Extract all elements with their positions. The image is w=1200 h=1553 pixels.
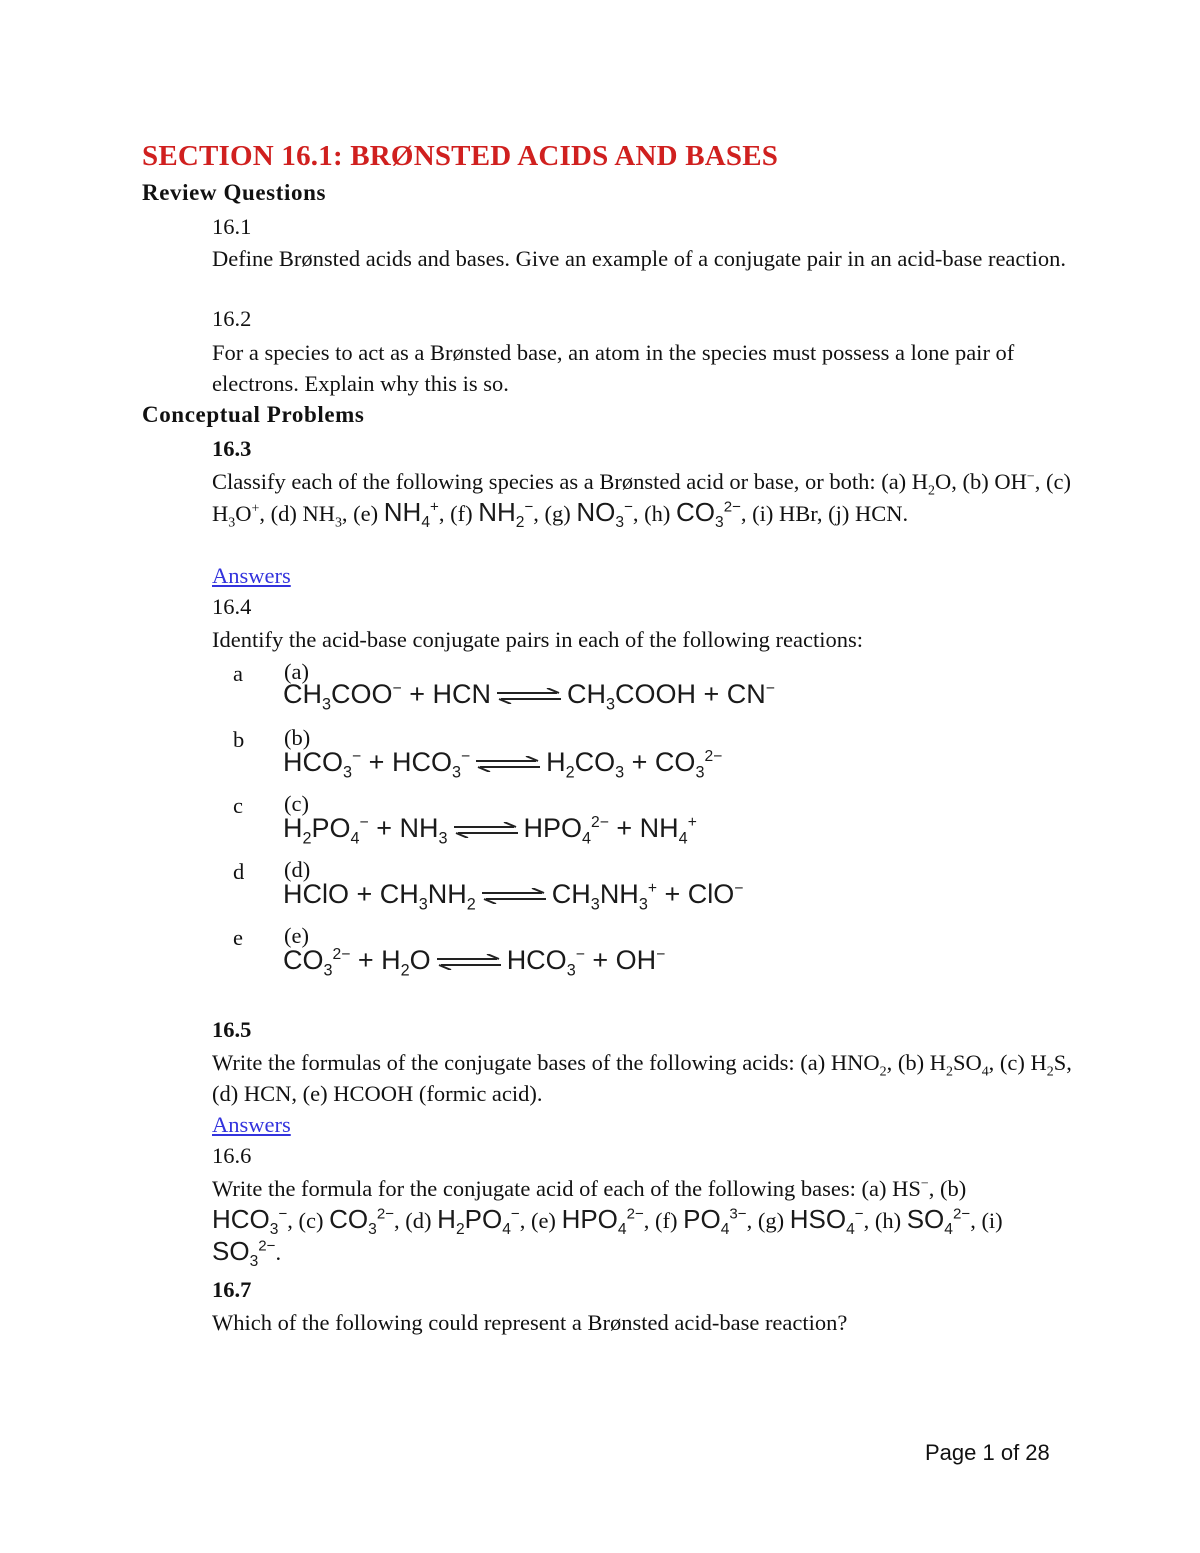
page-number: Page 1 of 28	[925, 1440, 1050, 1465]
section-title: SECTION 16.1: BRØNSTED ACIDS AND BASES	[142, 140, 779, 172]
equilibrium-arrow-icon	[480, 888, 548, 904]
question-text: Which of the following could represent a Brønsted acid-base reaction?	[212, 1310, 848, 1335]
answers-link[interactable]: Answers	[212, 563, 291, 588]
answers-link[interactable]: Answers	[212, 1112, 291, 1137]
reaction-equation: $H_2PO_4^- + NH_3$ $HPO_4^{2-} + NH_4^+$	[283, 813, 697, 848]
question-text: Classify each of the following species as a Brønsted acid or base, or both: (a) $H_2O$, (b) OH−, (c) $H_3O^+$, (d) $NH_3$, (e) $NH_4^+$, (f) $NH_2^-$, (g) $NO_3^-$, (h) $CO_3^{2-}$, (i) HBr, (j) HCN.	[212, 469, 1071, 532]
equilibrium-arrow-icon	[474, 756, 542, 772]
reaction-equation: $HCO_3^- + HCO_3^-$ $H_2CO_3 + CO_3^{2-}$	[283, 747, 723, 782]
question-number: 16.4	[212, 594, 252, 619]
reaction-equation: $CO_3^{2-} + H_2O$ $HCO_3^- + OH^-$	[283, 945, 666, 980]
question-text: Define Brønsted acids and bases. Give an example of a conjugate pair in an acid-base reaction.	[212, 246, 1067, 271]
reaction-label: (a)	[284, 659, 309, 684]
reaction-label: (d)	[284, 857, 311, 882]
conceptual-problems-heading: Conceptual Problems	[142, 402, 365, 427]
reaction-equation: HClO + $CH_3NH_2$ $CH_3NH_3^+ + ClO^-$	[283, 879, 744, 914]
question-text: For a species to act as a Brønsted base, an atom in the species must possess a lone pair of electrons. Explain why this is so.	[212, 340, 1015, 396]
list-letter: c	[233, 793, 243, 818]
reaction-label: (b)	[284, 725, 311, 750]
equilibrium-arrow-icon	[435, 954, 503, 970]
question-number: 16.5	[212, 1017, 252, 1042]
question-number: 16.1	[212, 214, 252, 239]
question-number: 16.3	[212, 436, 252, 461]
list-letter: b	[233, 727, 245, 752]
list-letter: d	[233, 859, 245, 884]
question-number: 16.7	[212, 1277, 252, 1302]
review-questions-heading: Review Questions	[142, 180, 327, 205]
equilibrium-arrow-icon	[495, 688, 563, 704]
question-number: 16.6	[212, 1143, 252, 1168]
reaction-label: (c)	[284, 791, 309, 816]
reaction-equation: $CH_3COO^-$ + HCN $CH_3COOH + CN^-$	[283, 679, 775, 714]
question-text: Write the formula for the conjugate acid of each of the following bases: (a) HS−, (b) $HCO_3^-$, (c) $CO_3^{2-}$, (d) $H_2PO_4^-$, (e) $HPO_4^{2-}$, (f) $PO_4^{3-}$, (g) $HSO_4^-$, (h) $SO_4^{2-}$, (i) $SO_3^{2-}$.	[212, 1176, 1003, 1271]
question-number: 16.2	[212, 306, 252, 331]
question-text: Identify the acid-base conjugate pairs in each of the following reactions:	[212, 627, 864, 652]
equilibrium-arrow-icon	[452, 822, 520, 838]
question-text: Write the formulas of the conjugate bases of the following acids: (a) $HNO_2$, (b) $H_2SO_4$, (c) $H_2S$, (d) HCN, (e) HCOOH (formic acid).	[212, 1050, 1072, 1106]
list-letter: e	[233, 925, 243, 950]
reaction-label: (e)	[284, 923, 309, 948]
list-letter: a	[233, 661, 243, 686]
